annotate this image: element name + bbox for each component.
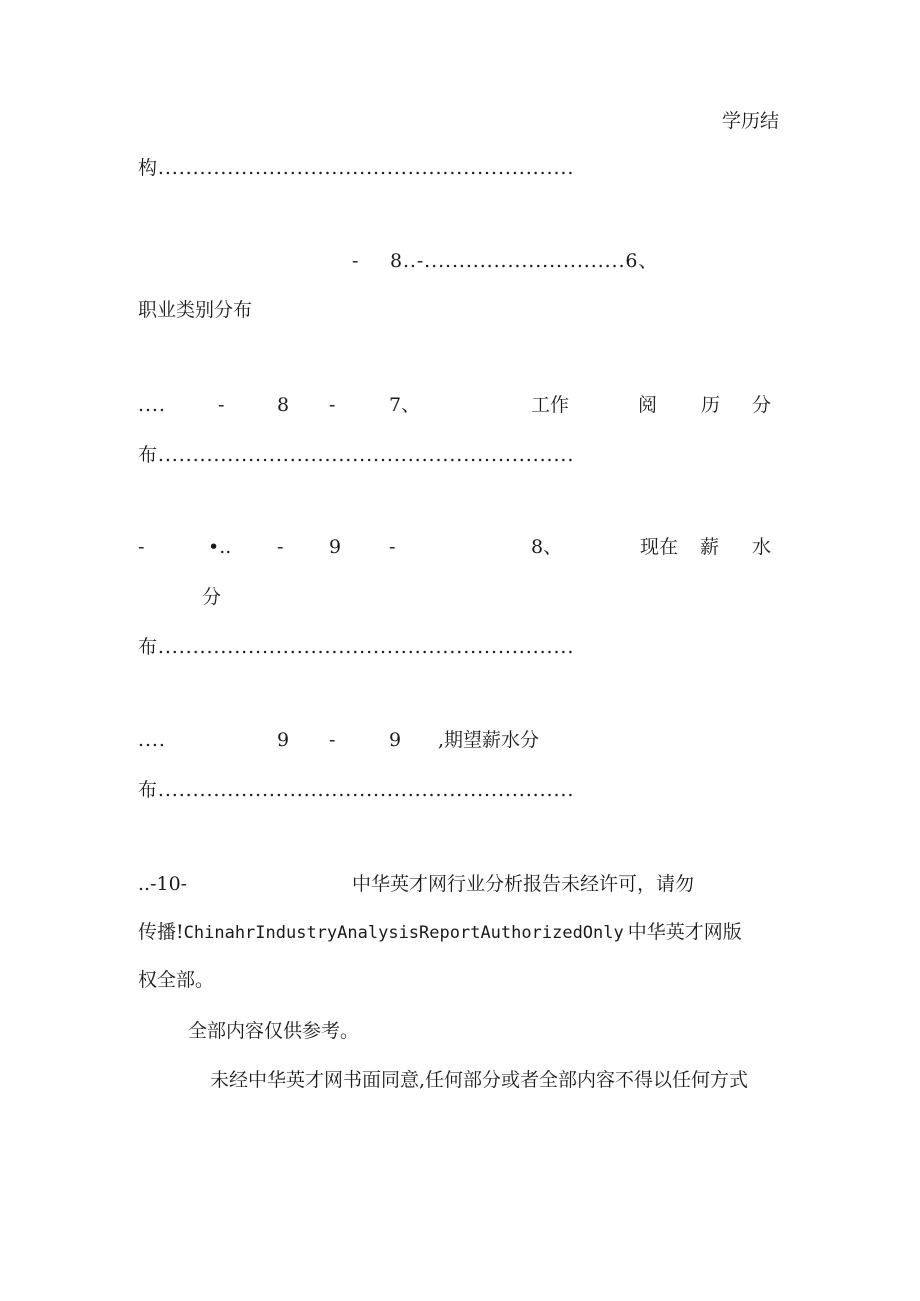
toc-item8-word-1: 现在 (640, 536, 679, 558)
toc-item7-word-4: 分 (752, 394, 772, 416)
toc-item8-word-2: 薪 (700, 536, 720, 558)
toc-job-dash-1: - (218, 394, 225, 416)
toc-row10-page-2: 9 (389, 729, 402, 751)
toc-edu-page-dash: - (352, 250, 359, 272)
toc-row9-dash-2: - (277, 536, 284, 558)
toc-row10-dash: - (329, 729, 336, 751)
footer-notice-line-2 (138, 920, 742, 945)
footer-notice-spread: 传播! (138, 921, 184, 943)
toc-item7-word-2: 阅 (638, 394, 658, 416)
footer-notice-line-5: 未经中华英才网书面同意,任何部分或者全部内容不得以任何方式 (210, 1069, 749, 1091)
toc-item9-dots: 布............................................................ (138, 779, 575, 801)
toc-row9-bullet: •.. (208, 536, 232, 558)
toc-job-dots: .... (138, 394, 166, 416)
toc-row9-dash-1: - (138, 536, 145, 558)
footer-notice-copyright: 中华英才网版 (627, 921, 742, 943)
toc-item8-word-3: 水 (752, 536, 772, 558)
toc-job-title: 职业类别分布 (138, 299, 253, 321)
footer-notice-line-3: 权全部。 (138, 969, 215, 991)
footer-notice-english: ChinahrIndustryAnalysisReportAuthorizedOnly (183, 923, 624, 943)
toc-item9-title: ,期望薪水分 (438, 729, 540, 751)
toc-item8-dots: 布............................................................ (138, 636, 575, 658)
footer-notice-line-1: 中华英才网行业分析报告未经许可，请勿 (352, 873, 695, 895)
toc-row9-dash-3: - (389, 536, 396, 558)
toc-job-page: 8 (277, 394, 290, 416)
toc-item8-word-4: 分 (202, 586, 222, 608)
toc-row9-page: 9 (329, 536, 342, 558)
toc-item7-dots: 布............................................................ (138, 444, 575, 466)
toc-item7-word-1: 工作 (531, 394, 570, 416)
toc-item8-number: 8、 (531, 536, 563, 558)
toc-edu-dots: 构............................................................ (138, 157, 575, 179)
toc-edu-title: 学历结 (722, 110, 780, 132)
footer-notice-line-4: 全部内容仅供参考。 (188, 1020, 360, 1042)
toc-item7-word-3: 历 (701, 394, 721, 416)
toc-edu-page: 8..-.............................6、 (390, 250, 659, 272)
toc-job-dash-2: - (329, 394, 336, 416)
toc-item7-number: 7、 (389, 394, 421, 416)
toc-row10-page-1: 9 (277, 729, 290, 751)
footer-page-number: ..-10- (138, 873, 188, 895)
toc-row10-dots: .... (138, 729, 166, 751)
